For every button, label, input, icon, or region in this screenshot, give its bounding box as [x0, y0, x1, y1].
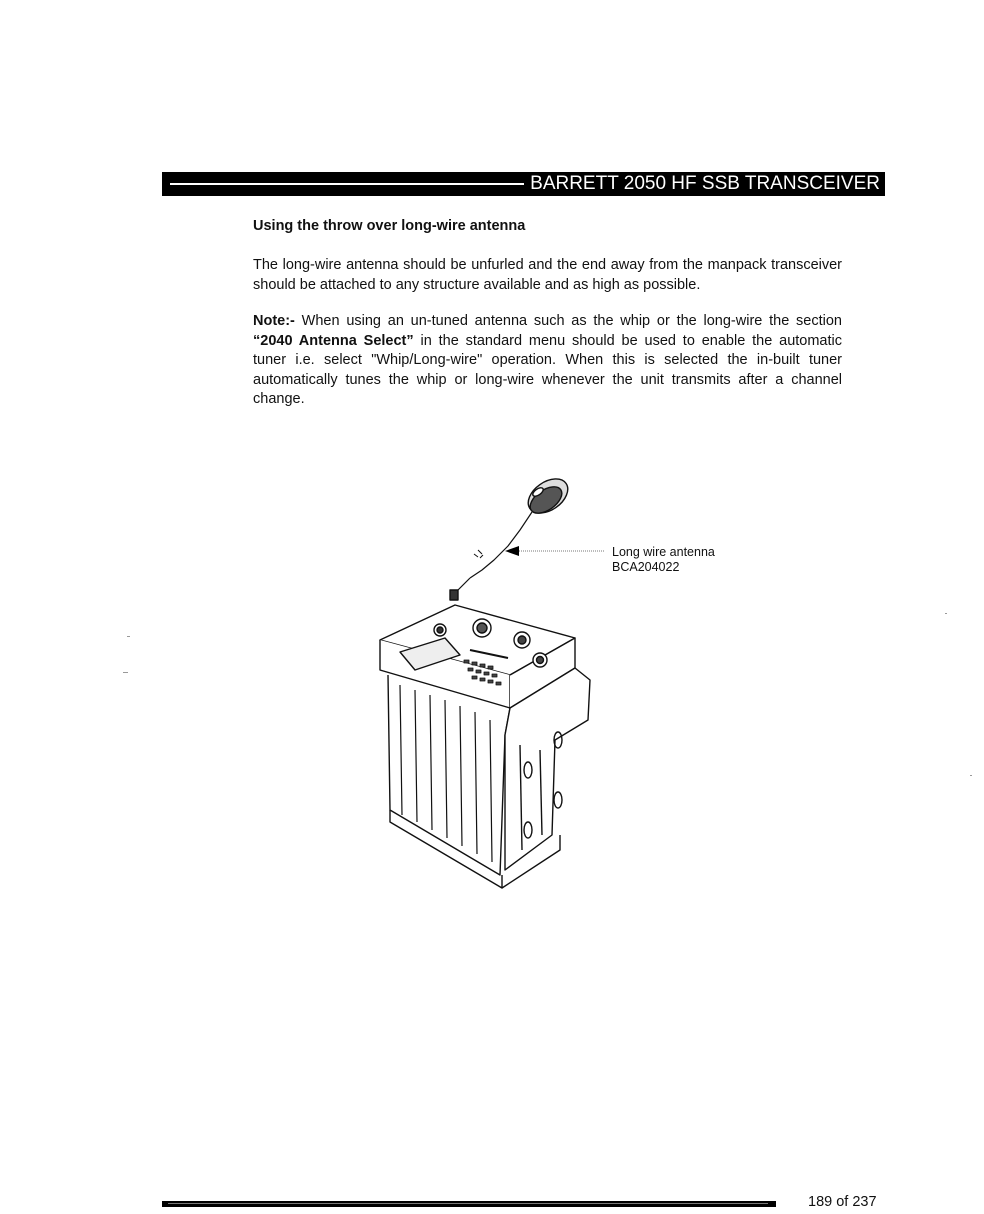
scan-speck	[123, 672, 128, 673]
note-paragraph	[253, 312, 842, 410]
note-lead: Note:-	[253, 313, 295, 329]
page-number: 189 of 237	[808, 1194, 877, 1210]
document-title: BARRETT 2050 HF SSB TRANSCEIVER	[524, 172, 880, 196]
scan-speck	[945, 613, 947, 614]
callout-part-number: BCA204022	[612, 560, 680, 574]
antenna-callout	[612, 545, 715, 575]
callout-name: Long wire antenna	[612, 545, 715, 559]
menu-section-ref: “2040 Antenna Select”	[253, 332, 414, 349]
scan-speck	[970, 775, 972, 776]
transceiver-illustration	[360, 470, 610, 890]
callout-arrow-icon	[505, 544, 605, 558]
antenna-reel-icon	[522, 472, 574, 520]
note-text-b: in the standard menu should be used to enable the automatic tuner i.e. select "Whip/Long-wire" operation. When this is selected the in-built tuner automatically tunes the whip or long-wire whenever the unit transmits after a channel change.	[253, 332, 842, 408]
footer-rule	[162, 1201, 776, 1207]
section-heading: Using the throw over long-wire antenna	[253, 218, 526, 234]
note-text-a: When using an un-tuned antenna such as the whip or the long-wire the section	[294, 313, 842, 329]
footer-rule-inner	[168, 1203, 768, 1204]
paragraph-unfurl: The long-wire antenna should be unfurled and the end away from the manpack transceiver should be attached to any structure available and as high as possible.	[253, 257, 842, 293]
scan-speck	[127, 636, 130, 637]
header-bar	[162, 172, 885, 196]
